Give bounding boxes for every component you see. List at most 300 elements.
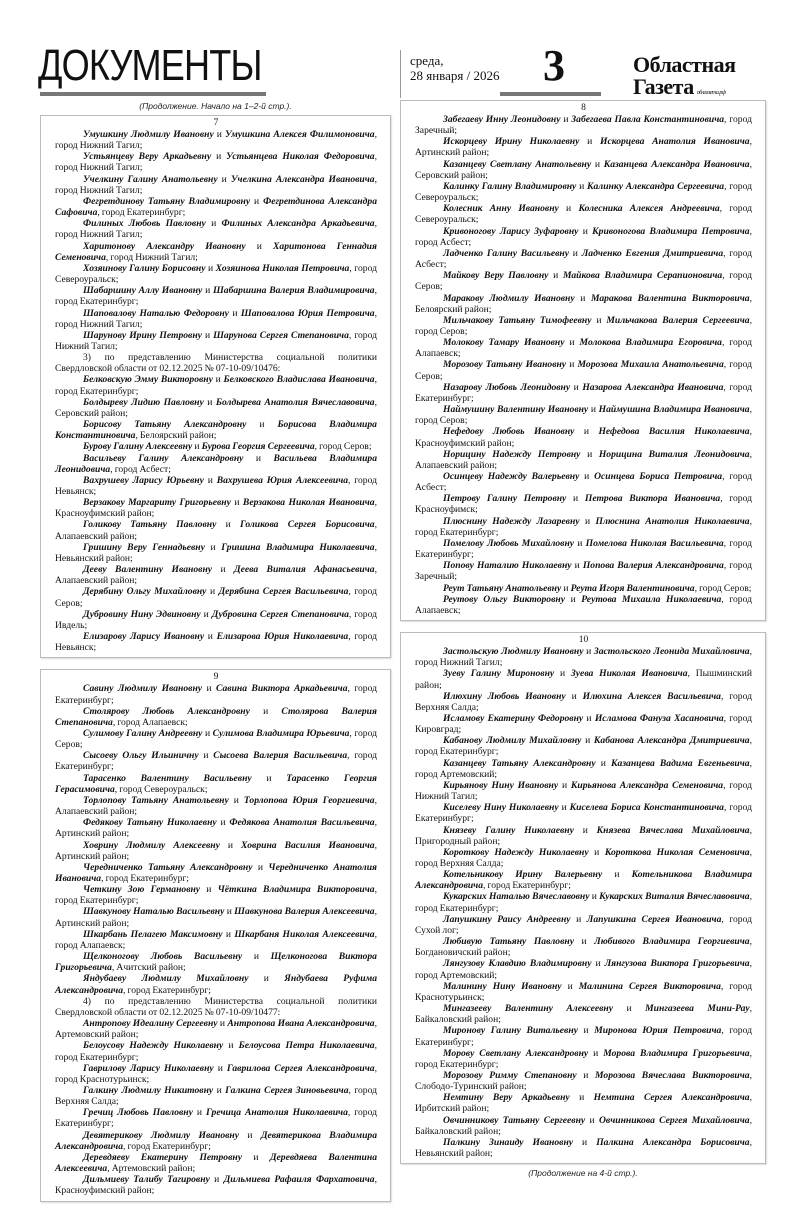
husband-name: Верзакова Николая Ивановича: [242, 497, 375, 509]
locality: Богдановичский район;: [415, 947, 511, 959]
award-entry: Четкину Зою Германовну и Чёткина Владимира Викторовича, город Екатеринбург;: [55, 884, 377, 907]
wife-name: Антропову Идеалину Сергеевну: [83, 1018, 218, 1030]
connector: и: [569, 359, 575, 371]
husband-name: Лянгузова Виктора Григорьевича: [604, 958, 750, 970]
locality: город Нижний Тагил;: [55, 318, 143, 330]
connector: и: [574, 560, 580, 572]
connector: и: [221, 173, 227, 185]
husband-name: Дубровина Сергея Степановича: [211, 608, 349, 620]
award-entry: Кабанову Людмилу Михайловну и Кабанова Александра Дмитриевича, город Екатеринбург;: [415, 735, 752, 758]
locality: Артинский район;: [55, 917, 130, 929]
husband-name: Ховрина Василия Ивановича: [241, 839, 375, 851]
locality: город Серов;: [415, 415, 468, 427]
husband-name: Гречица Анатолия Николаевича: [206, 1107, 348, 1119]
husband-name: Елизарова Юрия Николаевича: [216, 631, 349, 643]
locality: Пышминский район;: [415, 668, 752, 691]
wife-name: Майкову Веру Павловну: [443, 270, 549, 282]
award-entry: Короткову Надежду Николаевну и Короткова Николая Семеновича, город Верхняя Салда;: [415, 846, 752, 869]
husband-name: Белоусова Петра Николаевича: [238, 1040, 375, 1052]
husband-name: Кирьянова Александра Семеновича: [570, 779, 724, 791]
wife-name: Белоусову Надежду Николаевну: [83, 1040, 224, 1052]
husband-name: Котельникова Владимира Александровича: [415, 869, 752, 892]
locality: город Артемовский;: [415, 768, 498, 780]
husband-name: Короткова Николая Семеновича: [604, 846, 750, 858]
locality: город Екатеринбург;: [105, 873, 189, 884]
connector: и: [583, 1025, 589, 1037]
husband-name: Дильмиева Рафаиля Фархатовича: [223, 1174, 375, 1186]
decree-block-8: [400, 100, 766, 621]
award-entry: Любивую Татьяну Павловну и Любивого Владимира Георгиевича, Богдановичский район;: [415, 936, 752, 959]
wife-name: Умушкину Людмилу Ивановну: [83, 129, 214, 140]
wife-name: Болдыреву Лидию Павловну: [83, 396, 204, 408]
wife-name: Федякову Татьяну Николаевну: [83, 817, 217, 829]
connector: и: [614, 869, 620, 881]
locality: Алапаевский район;: [55, 530, 138, 542]
locality: Артемовский район;: [111, 1163, 196, 1175]
wife-name: Миронову Галину Витальевну: [443, 1025, 578, 1037]
husband-name: Искорцева Анатолия Ивановича: [599, 136, 750, 148]
wife-name: Петрову Галину Петровну: [443, 493, 567, 505]
connector: и: [576, 913, 582, 925]
locality: город Екатеринбург;: [415, 381, 753, 404]
brand-site: облгазета.рф: [696, 90, 726, 96]
award-entry: Борисову Татьяну Александровну и Борисова Владимира Константиновича, Белоярский район;: [55, 419, 377, 442]
decree-block-10: [400, 632, 766, 1164]
husband-name: Кривоногова Владимира Петровича: [592, 225, 750, 237]
connector: и: [573, 381, 579, 393]
wife-name: Гришину Веру Геннадьевну: [83, 541, 205, 553]
connector: и: [208, 262, 214, 274]
wife-name: Кукарских Наталью Вячеславовну: [443, 891, 590, 903]
locality: Алапаевский район;: [55, 806, 138, 818]
award-entry: Галкину Людмилу Никитовну и Галкина Сергея Зиновьевича, город Верхняя Салда;: [55, 1084, 378, 1108]
connector: и: [572, 247, 578, 259]
connector: и: [257, 861, 264, 873]
connector: и: [205, 285, 211, 297]
connector: и: [577, 537, 583, 549]
wife-name: Сулимову Галину Андреевну: [83, 727, 203, 739]
award-entry: Реут Татьяну Анатольевну и Реута Игоря Валентиновича, город Серов;: [443, 582, 752, 594]
connector: и: [227, 839, 234, 851]
locality: город Асбест;: [415, 471, 753, 494]
husband-name: Галкина Сергея Зиновьевича: [225, 1084, 349, 1096]
wife-name: Немтину Веру Аркадьевну: [443, 1092, 570, 1104]
award-entry: Мильчакову Татьяну Тимофеевну и Мильчакова Валерия Сергеевича, город Серов;: [415, 314, 752, 337]
connector: и: [228, 1040, 234, 1052]
husband-name: Казанцева Александра Ивановича: [603, 158, 750, 170]
connector: и: [553, 270, 559, 282]
connector: и: [563, 582, 569, 594]
locality: город Екатеринбург;: [415, 902, 499, 914]
husband-name: Болдырева Анатолия Вячеславовича: [215, 396, 375, 408]
award-entry: Деревдяеву Екатерину Петровну и Деревдяева Валентина Алексеевича, Артемовский район;: [55, 1151, 377, 1175]
wife-name: Шарунову Ирину Петровну: [83, 329, 202, 341]
award-entry: Вахрушеву Ларису Юрьевну и Вахрушева Юрия Алексеевича, город Невьянск;: [55, 474, 377, 497]
award-entry: Белковскую Эмму Викторовну и Белковского Владислава Ивановича, город Екатеринбург;: [55, 374, 377, 397]
wife-name: Князеву Галину Николаевну: [443, 824, 574, 836]
award-entry: Шарунову Ирину Петровну и Шарунова Сергея Степановича, город Нижний Тагил;: [55, 329, 378, 352]
award-entry: Шкарбань Пелагею Максимовну и Шкарбаня Николая Алексеевича, город Алапаевск;: [55, 928, 377, 951]
connector: и: [196, 1107, 203, 1119]
connector: и: [217, 1062, 223, 1074]
wife-name: Савину Людмилу Ивановну: [83, 683, 203, 695]
wife-name: Дильмиеву Талибу Тагировну: [83, 1174, 210, 1186]
wife-name: Яндубаеву Людмилу Михайловну: [83, 973, 249, 985]
locality: город Нижний Тагил;: [415, 779, 752, 803]
block-gap: [400, 621, 766, 632]
husband-name: Морозова Вячеслава Викторовича: [595, 1069, 750, 1081]
locality: город Серов;: [55, 727, 378, 751]
husband-name: Шабаршина Валерия Владимировича: [213, 285, 375, 297]
husband-name: Дерябина Сергея Васильевича: [218, 586, 349, 598]
connector: и: [253, 1151, 259, 1163]
wife-name: Гречиц Любовь Павловну: [83, 1107, 193, 1119]
wife-name: Палкину Зинаиду Ивановну: [443, 1136, 574, 1148]
award-entry: Плюснину Надежду Лазаревну и Плюснина Анатолия Николаевича, город Екатеринбург;: [415, 515, 753, 538]
block-number: 7: [213, 118, 219, 128]
husband-name: Гаврилова Сергея Александровича: [226, 1062, 375, 1074]
husband-name: Гришина Владимира Николаевича: [221, 541, 375, 553]
locality: город Верхняя Салда;: [415, 690, 752, 713]
decree-block-9: [40, 669, 391, 1201]
husband-name: Плюснина Анатолия Николаевича: [595, 515, 750, 527]
connector: и: [595, 958, 601, 970]
wife-name: Белковскую Эмму Викторовну: [83, 374, 213, 386]
locality: город Ивдель;: [55, 608, 377, 631]
award-entry: Зуеву Галину Мироновну и Зуева Николая Ивановича, Пышминский район;: [415, 668, 752, 691]
husband-name: Овчинникова Сергея Михайловича: [598, 1114, 750, 1126]
right-column: [400, 100, 766, 1179]
husband-name: Яндубаева Руфима Александровича: [55, 973, 377, 996]
decree-clause: 4) по представлению Министерства социальной политики Свердловской области от 02.12.2025 № 07-10-09/10477:: [55, 995, 377, 1018]
connector: и: [220, 817, 226, 829]
locality: город Сухой лог;: [415, 913, 752, 936]
husband-name: Васильева Владимира Леонидовича: [55, 452, 377, 475]
locality: Ирбитский район;: [415, 1103, 490, 1115]
locality: город Невьянск;: [55, 631, 378, 654]
connector: и: [580, 292, 586, 304]
locality: Красноуфимский район;: [55, 1185, 155, 1197]
husband-name: Шкарбаня Николая Алексеевича: [234, 928, 375, 940]
award-entry: Застольскую Людмилу Ивановну и Застольского Леонида Михайловича, город Нижний Тагил;: [415, 646, 752, 669]
locality: Артинский район;: [55, 828, 130, 840]
connector: и: [233, 794, 239, 806]
connector: и: [582, 1136, 588, 1148]
connector: и: [579, 1092, 585, 1104]
locality: город Екатеринбург;: [127, 1140, 211, 1152]
husband-name: Кабанова Александра Дмитриевича: [593, 735, 750, 747]
husband-name: Молокова Владимира Егоровича: [579, 337, 722, 349]
locality: город Екатеринбург;: [415, 802, 752, 825]
locality: город Екатеринбург;: [415, 537, 752, 561]
wife-name: Тарасенко Валентину Васильевну: [83, 772, 252, 784]
locality: город Нижний Тагил;: [55, 229, 143, 241]
wife-name: Сысоеву Ольгу Ильиничну: [83, 750, 199, 762]
wife-name: Попову Наталию Николаевну: [443, 560, 572, 572]
connector: и: [586, 646, 592, 658]
wife-name: Чередниченко Татьяну Александровну: [83, 861, 253, 873]
wife-name: Дерябину Ольгу Михайловну: [83, 586, 207, 598]
wife-name: Нефедову Любовь Ивановну: [443, 426, 575, 438]
connector: и: [585, 735, 591, 747]
locality: Артинский район;: [55, 850, 130, 862]
husband-name: Белковского Владислава Ивановича: [223, 374, 375, 386]
locality: город Краснотурьинск;: [55, 1073, 150, 1085]
husband-name: Норицина Виталия Леонидовича: [598, 448, 750, 460]
locality: город Серов;: [415, 270, 752, 293]
award-entry: Болдыреву Лидию Павловну и Болдырева Анатолия Вячеславовича, Серовский район;: [55, 396, 377, 419]
wife-name: Искорцеву Ирину Николаевну: [443, 136, 580, 148]
connector: и: [247, 1129, 253, 1141]
locality: город Североуральск;: [415, 203, 753, 226]
locality: Слободо-Туринский район;: [415, 1081, 527, 1093]
award-entry: Антропову Идеалину Сергеевну и Антропова Ивана Александровича, Артемовский район;: [55, 1018, 377, 1041]
header-divider: [400, 50, 401, 98]
connector: и: [204, 727, 211, 739]
award-entry: Овчинникову Татьяну Сергеевну и Овчинникова Сергея Михайловича, Байкаловский район;: [415, 1114, 753, 1137]
husband-name: Бурова Георгия Сергеевича: [201, 441, 315, 453]
connector: и: [209, 586, 216, 598]
award-entry: Забегаеву Инну Леонидовну и Забегаева Павла Константиновича, город Заречный;: [415, 114, 752, 137]
connector: и: [581, 936, 587, 948]
locality: Байкаловский район;: [415, 1014, 501, 1026]
date: 28 января / 2026: [410, 68, 500, 83]
wife-name: Осинцеву Надежду Валерьевну: [443, 471, 580, 482]
locality: город Асбест;: [114, 463, 171, 475]
wife-name: Наймушину Валентину Ивановну: [443, 404, 589, 416]
connector: и: [626, 1003, 632, 1015]
locality: город Кировград;: [415, 712, 752, 736]
wife-name: Шабаршину Аллу Ивановну: [83, 285, 203, 297]
connector: и: [219, 1018, 226, 1030]
wife-name: Котельникову Ирину Валерьевну: [443, 869, 603, 881]
locality: город Алапаевск;: [55, 939, 126, 951]
continued-from-note: (Продолжение. Начало на 1–2-й стр.).: [139, 101, 292, 111]
locality: Невьянский район;: [415, 1148, 493, 1160]
wife-name: Голикову Татьяну Павловну: [83, 519, 217, 531]
connector: и: [194, 441, 200, 453]
wife-name: Столярову Любовь Александровну: [83, 705, 250, 717]
block-number: 9: [213, 672, 219, 683]
locality: город Екатеринбург;: [55, 1051, 139, 1063]
wife-name: Устьянцеву Веру Аркадьевну: [83, 151, 212, 163]
locality: Байкаловский район;: [415, 1125, 501, 1137]
husband-name: Киселева Бориса Константиновича: [569, 802, 724, 814]
husband-name: Забегаева Павла Константиновича: [571, 114, 725, 125]
wife-name: Маракову Людмилу Ивановну: [443, 292, 575, 304]
award-entry: Белоусову Надежду Николаевну и Белоусова Петра Николаевича, город Екатеринбург;: [55, 1040, 377, 1063]
wife-name: Морозову Римму Степановну: [443, 1069, 577, 1081]
wife-name: Девятерикову Людмилу Ивановну: [83, 1129, 240, 1141]
locality: город Асбест;: [415, 236, 472, 248]
husband-name: Князева Вячеслава Михайловича: [596, 824, 750, 836]
husband-name: Хозяинова Николая Петровича: [215, 262, 350, 274]
husband-name: Реутова Михаила Николаевича: [581, 593, 722, 605]
wife-name: Морову Светлану Александровну: [443, 1047, 589, 1059]
connector: и: [206, 884, 212, 896]
wife-name: Малинину Нину Ивановну: [443, 980, 562, 992]
wife-name: Торлопову Татьяну Анатольевну: [83, 794, 229, 806]
connector: и: [253, 951, 259, 963]
locality: город Нижний Тагил;: [55, 329, 378, 352]
locality: город Екатеринбург;: [101, 207, 186, 219]
wife-name: Кирьянову Нину Ивановну: [443, 779, 559, 791]
wife-name: Фегретдинову Татьяну Владимировну: [83, 195, 251, 207]
locality: город Екатеринбург;: [487, 880, 571, 892]
award-entry: Устьянцеву Веру Аркадьевну и Устьянцева Николая Федоровича, город Нижний Тагил;: [55, 151, 377, 174]
connector: и: [559, 668, 566, 680]
connector: и: [587, 136, 593, 148]
connector: и: [225, 519, 231, 531]
wife-name: Колесник Анну Ивановну: [443, 203, 559, 215]
connector: и: [207, 396, 213, 408]
wife-name: Молокову Тамару Ивановну: [443, 337, 565, 349]
locality: город Заречный;: [415, 114, 752, 137]
newspaper-logo: [633, 54, 736, 104]
wife-name: Шаповалову Наталью Федоровну: [83, 307, 229, 319]
wife-name: Дееву Валентину Ивановну: [83, 564, 213, 576]
award-entry: Кривоногову Ларису Зуфаровну и Кривоногова Владимира Петровича, город Асбест;: [415, 225, 753, 248]
connector: и: [594, 158, 600, 170]
locality: город Серов;: [415, 325, 468, 337]
connector: и: [220, 564, 226, 576]
husband-name: Чёткина Владимира Викторовича: [217, 884, 375, 896]
award-entry: Мингазееву Валентину Алексеевну и Мингазеева Мини-Рау, Байкаловский район;: [415, 1003, 752, 1026]
locality: город Североуральск;: [119, 783, 208, 795]
connector: и: [216, 151, 222, 163]
page-number: 3: [543, 41, 565, 90]
award-entry: Помелову Любовь Михайловну и Помелова Николая Васильевича, город Екатеринбург;: [415, 537, 752, 561]
connector: и: [569, 337, 575, 349]
wife-name: Филиных Любовь Павловну: [83, 218, 206, 230]
award-entry: Норицину Надежду Петровну и Норицина Виталия Леонидовича, Алапаевский район;: [415, 448, 752, 471]
page-number-underline: [500, 92, 601, 96]
connector: и: [259, 419, 265, 431]
connector: и: [234, 497, 240, 509]
husband-name: Калинку Александра Сергеевича: [586, 180, 725, 192]
husband-name: Миронова Юрия Петровича: [594, 1025, 722, 1037]
wife-name: Назарову Любовь Леонидовну: [443, 381, 571, 393]
husband-name: Вахрушева Юрия Алексеевича: [216, 474, 349, 486]
brand-line-1: Областная: [633, 52, 736, 77]
husband-name: Реута Игоря Валентиновича: [570, 582, 695, 594]
wife-name: Зуеву Галину Мироновну: [443, 668, 555, 680]
locality: город Красноуфимск;: [415, 493, 752, 516]
connector: и: [206, 683, 212, 695]
award-entry: Казанцеву Татьяну Александровну и Казанцева Вадима Евгеньевича, город Артемовский;: [415, 757, 752, 780]
connector: и: [583, 426, 590, 438]
husband-name: Морозова Михаила Анатольевича: [577, 359, 724, 371]
award-entry: Миронову Галину Витальевну и Миронова Юрия Петровича, город Екатеринбург;: [415, 1025, 753, 1048]
connector: и: [593, 1047, 599, 1059]
connector: и: [263, 973, 269, 985]
locality: Пригородный район;: [415, 835, 501, 847]
continued-to-note: (Продолжение на 4-й стр.).: [528, 1168, 638, 1179]
locality: Алапаевский район;: [415, 459, 498, 471]
locality: город Артемовский;: [415, 969, 498, 981]
award-entry: Реутову Ольгу Викторовну и Реутова Михаила Николаевича, город Алапаевск;: [415, 593, 752, 616]
connector: и: [563, 114, 569, 125]
award-entry: Сысоеву Ольгу Ильиничну и Сысоева Валерия Васильевича, город Екатеринбург;: [55, 750, 377, 773]
award-entry: Колесник Анну Ивановну и Колесника Алексея Андреевича, город Североуральск;: [415, 203, 753, 226]
wife-name: Кривоногову Ларису Зуфаровну: [443, 225, 579, 237]
title-underline: [40, 92, 266, 96]
wife-name: Харитонову Александру Ивановну: [83, 240, 246, 252]
award-entry: Дильмиеву Талибу Тагировну и Дильмиева Рафаиля Фархатовича, Красноуфимский район;: [55, 1174, 377, 1197]
husband-name: Чередниченко Анатолия Ивановича: [55, 861, 377, 884]
husband-name: Деревдяева Валентина Алексеевича: [55, 1151, 377, 1175]
award-entry: Ладченко Галину Васильевну и Ладченко Евгения Дмитриевича, город Асбест;: [415, 247, 752, 271]
wife-name: Кабанову Людмилу Михайловну: [443, 735, 582, 747]
wife-name: Киселеву Нину Николаевну: [443, 802, 559, 814]
wife-name: Щелконогову Любовь Васильевну: [83, 951, 243, 963]
wife-name: Дубровину Нину Эдвиновну: [83, 608, 201, 620]
wife-name: Реут Татьяну Анатольевну: [443, 582, 562, 594]
award-entry: Девятерикову Людмилу Ивановну и Девятерикова Владимира Александровича, город Екатеринбург;: [55, 1129, 377, 1152]
husband-name: Застольского Леонида Михайловича: [593, 646, 750, 658]
wife-name: Норицину Надежду Петровну: [443, 448, 581, 460]
husband-name: Савина Виктора Аркадьевича: [216, 683, 348, 695]
husband-name: Мингазеева Мини-Рау: [645, 1003, 750, 1015]
husband-name: Нефедова Василия Николаевича: [598, 426, 750, 438]
connector: и: [203, 608, 209, 620]
award-entry: Федякову Татьяну Николаевну и Федякова Анатолия Васильевича, Артинский район;: [55, 817, 377, 840]
connector: и: [584, 515, 591, 527]
award-entry: Елизарову Ларису Ивановну и Елизарова Юрия Николаевича, город Невьянск;: [55, 631, 378, 654]
husband-name: Морова Владимира Григорьевича: [603, 1047, 750, 1059]
husband-name: Малинина Сергея Викторовича: [578, 980, 721, 992]
locality: город Нижний Тагил;: [55, 184, 143, 196]
award-entry: Исламову Екатерину Федоровну и Исламова Фануза Хасановича, город Кировград;: [415, 712, 752, 736]
husband-name: Петрова Виктора Ивановича: [584, 493, 721, 505]
award-entry: Верзакову Маргариту Григорьевну и Верзакова Николая Ивановича, Красноуфимский район;: [55, 497, 377, 520]
connector: и: [207, 474, 213, 486]
locality: город Серов;: [415, 359, 752, 382]
award-entry: Князеву Галину Николаевну и Князева Вячеслава Михайловича, Пригородный район;: [415, 824, 752, 847]
locality: город Алапаевск;: [415, 337, 752, 360]
wife-name: Любивую Татьяну Павловну: [443, 936, 574, 948]
husband-name: Шарунова Сергея Степановича: [213, 329, 349, 341]
wife-name: Васильеву Галину Александровну: [83, 452, 244, 464]
award-entry: Сулимову Галину Андреевну и Сулимова Владимира Юрьевича, город Серов;: [55, 727, 378, 751]
husband-name: Кукарских Виталия Вячеславовича: [599, 891, 750, 903]
locality: город Североуральск;: [55, 262, 377, 286]
connector: и: [203, 750, 209, 762]
award-entry: Савину Людмилу Ивановну и Савина Виктора Аркадьевича, город Екатеринбург;: [55, 683, 378, 706]
connector: и: [207, 631, 213, 643]
locality: город Екатеринбург;: [55, 750, 377, 773]
wife-name: Илюхину Любовь Ивановну: [443, 690, 566, 702]
husband-name: Наймушина Владимира Ивановича: [598, 404, 750, 416]
award-entry: Учелкину Галину Анатольевну и Учелкина Александра Ивановича, город Нижний Тагил;: [55, 173, 377, 196]
husband-name: Голикова Сергея Борисовича: [240, 519, 375, 531]
wife-name: Шкарбань Пелагею Максимовну: [83, 928, 223, 940]
award-entry: Искорцеву Ирину Николаевну и Искорцева Анатолия Ивановича, Артинский район;: [415, 136, 752, 159]
award-entry: Нефедову Любовь Ивановну и Нефедова Василия Николаевича, Красноуфимский район;: [415, 426, 752, 449]
award-entry: Морову Светлану Александровну и Морова Владимира Григорьевича, город Екатеринбург;: [415, 1047, 752, 1070]
wife-name: Исламову Екатерину Федоровну: [443, 712, 584, 724]
connector: и: [589, 1114, 595, 1126]
wife-name: Верзакову Маргариту Григорьевну: [83, 497, 231, 509]
award-entry: Морозову Римму Степановну и Морозова Вячеслава Викторовича, Слободо-Туринский район;: [415, 1069, 752, 1093]
award-entry: Голикову Татьяну Павловну и Голикова Сергея Борисовича, Алапаевский район;: [55, 519, 377, 542]
connector: и: [226, 906, 232, 918]
locality: Белоярский район;: [415, 303, 492, 315]
connector: и: [582, 824, 588, 836]
locality: город Серов;: [699, 582, 752, 594]
award-entry: Наймушину Валентину Ивановну и Наймушина Владимира Ивановича, город Серов;: [415, 404, 752, 427]
husband-name: Исламова Фануза Хасановича: [594, 712, 724, 724]
